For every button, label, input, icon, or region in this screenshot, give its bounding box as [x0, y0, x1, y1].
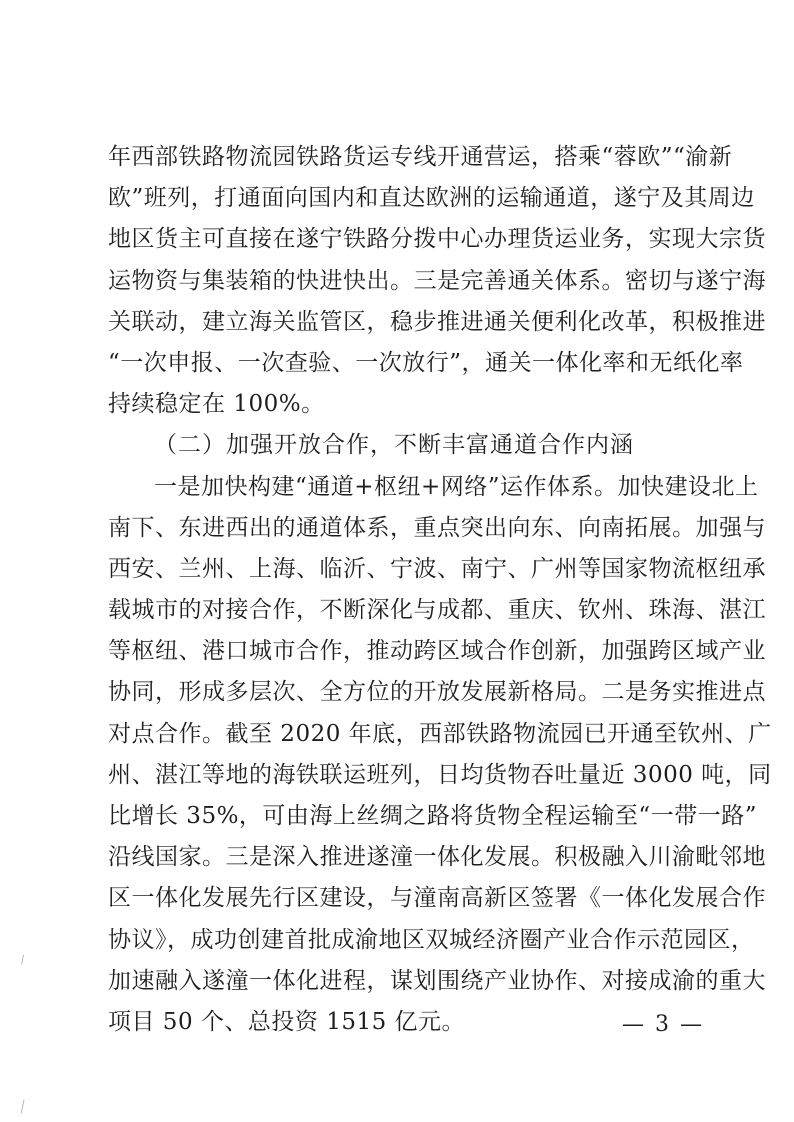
text-line: 区一体化发展先行区建设，与潼南高新区签署《一体化发展合作	[108, 885, 766, 912]
section-heading: （二）加强开放合作，不断丰富通道合作内涵	[154, 432, 634, 459]
text-line: 南下、东进西出的通道体系，重点突出向东、向南拓展。加强与	[108, 514, 766, 541]
text-line: 载城市的对接合作，不断深化与成都、重庆、钦州、珠海、湛江	[108, 597, 766, 624]
text-line: 对点合作。截至 2020 年底，西部铁路物流园已开通至钦州、广	[108, 720, 772, 747]
text-line: 加速融入遂潼一体化进程，谋划围绕产业协作、对接成渝的重大	[108, 967, 766, 994]
scan-mark	[21, 1100, 28, 1115]
text-line: 州、湛江等地的海铁联运班列，日均货物吞吐量近 3000 吨，同	[108, 761, 772, 788]
scan-mark	[21, 955, 27, 966]
text-line: 欧”班列，打通面向国内和直达欧洲的运输通道，遂宁及其周边	[108, 185, 755, 212]
text-line: 西安、兰州、上海、临沂、宁波、南宁、广州等国家物流枢纽承	[108, 555, 766, 582]
text-line: 年西部铁路物流园铁路货运专线开通营运，搭乘“蓉欧”“渝新	[108, 144, 733, 170]
text-line: 项目 50 个、总投资 1515 亿元。	[108, 1008, 466, 1035]
text-line: “一次申报、一次查验、一次放行”，通关一体化率和无纸化率	[108, 349, 744, 376]
text-line: 运物资与集装箱的快进快出。三是完善通关体系。密切与遂宁海	[108, 267, 766, 294]
text-line: 持续稳定在 100%。	[108, 391, 325, 418]
text-line: 比增长 35%，可由海上丝绸之路将货物全程运输至“一带一路”	[108, 803, 757, 829]
text-line: 协同，形成多层次、全方位的开放发展新格局。二是务实推进点	[108, 679, 766, 706]
text-line: 协议》，成功创建首批成渝地区双城经济圈产业合作示范园区，	[108, 926, 755, 953]
body-text	[108, 137, 772, 1043]
text-line: 关联动，建立海关监管区，稳步推进通关便利化改革，积极推进	[108, 308, 766, 335]
page-number: — 3 —	[622, 1012, 704, 1037]
text-line: 等枢纽、港口城市合作，推动跨区域合作创新，加强跨区域产业	[108, 638, 766, 665]
text-line: 沿线国家。三是深入推进遂潼一体化发展。积极融入川渝毗邻地	[108, 844, 766, 871]
text-line: 地区货主可直接在遂宁铁路分拨中心办理货运业务，实现大宗货	[108, 226, 766, 253]
text-line: 一是加快构建“通道+枢纽+网络”运作体系。加快建设北上	[154, 473, 759, 500]
